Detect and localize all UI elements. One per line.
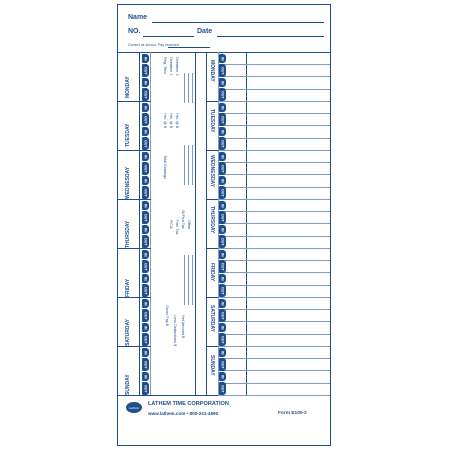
left-day-divider <box>139 52 140 395</box>
punch-out-badge: OUT <box>142 382 149 395</box>
punch-in-badge: IN <box>219 103 226 112</box>
reg-time-label: Reg. Time <box>163 57 167 75</box>
lathem-logo: Lathem <box>126 402 142 413</box>
entry-line[interactable] <box>218 113 330 114</box>
day-label-right-saturday: SATURDAY <box>209 305 215 332</box>
hrs-at-label-3: Hrs. @ $ <box>175 113 179 129</box>
punch-in-badge: IN <box>219 372 226 381</box>
entry-line[interactable] <box>218 285 330 286</box>
punch-out-badge: OUT <box>142 235 149 248</box>
name-field[interactable] <box>152 22 324 23</box>
punch-badges-right <box>219 52 226 395</box>
punch-in-badge: IN <box>142 348 149 357</box>
entry-line[interactable] <box>218 334 330 335</box>
punch-in-badge: IN <box>219 299 226 308</box>
correct-note: Correct as shown. Pay received <box>128 43 179 47</box>
punch-out-badge: OUT <box>219 382 226 395</box>
day-label-left-sunday: SUNDAY <box>125 374 131 395</box>
entry-line[interactable] <box>218 248 330 249</box>
entry-line[interactable] <box>218 211 330 212</box>
punch-in-badge: IN <box>142 299 149 308</box>
pay-value-line[interactable] <box>188 73 189 103</box>
pay-value-line[interactable] <box>188 255 189 305</box>
entry-line[interactable] <box>218 174 330 175</box>
entry-line[interactable] <box>218 383 330 384</box>
punch-out-badge: OUT <box>219 284 226 297</box>
total-earnings-label: Total Earnings <box>163 155 167 180</box>
right-day-divider <box>206 52 207 395</box>
net-amount-label: Net Amount $ <box>181 315 185 339</box>
punch-in-badge: IN <box>142 176 149 185</box>
punch-out-badge: OUT <box>219 309 226 322</box>
punch-out-badge: OUT <box>142 260 149 273</box>
punch-in-badge: IN <box>142 78 149 87</box>
punch-out-badge: OUT <box>142 309 149 322</box>
punch-out-badge: OUT <box>219 162 226 175</box>
entry-line[interactable] <box>218 101 330 102</box>
punch-in-badge: IN <box>219 127 226 136</box>
number-field[interactable] <box>143 36 194 37</box>
punch-out-badge: OUT <box>219 64 226 77</box>
day-label-left-monday: MONDAY <box>125 76 131 98</box>
day-label-left-saturday: SATURDAY <box>125 319 131 346</box>
less-deductions-label: Less Deductions $ <box>173 315 177 347</box>
punch-out-badge: OUT <box>142 137 149 150</box>
entry-line[interactable] <box>218 76 330 77</box>
punch-out-badge: OUT <box>142 113 149 126</box>
entry-line[interactable] <box>218 260 330 261</box>
entry-line[interactable] <box>218 199 330 200</box>
punch-out-badge: OUT <box>219 186 226 199</box>
entry-line[interactable] <box>218 395 330 396</box>
fica-label: FICA <box>169 220 173 229</box>
pay-value-line[interactable] <box>184 145 185 185</box>
pay-value-line[interactable] <box>192 73 193 103</box>
punch-out-badge: OUT <box>142 211 149 224</box>
pay-value-line[interactable] <box>184 255 185 305</box>
punch-out-badge: OUT <box>142 358 149 371</box>
form-number: Form E100-2 <box>278 411 307 416</box>
day-label-right-sunday: SUNDAY <box>209 355 215 376</box>
date-field[interactable] <box>217 36 324 37</box>
day-label-left-wednesday: WEDNESDAY <box>125 166 131 199</box>
punch-out-badge: OUT <box>142 88 149 101</box>
punch-out-badge: OUT <box>219 235 226 248</box>
entry-line[interactable] <box>218 150 330 151</box>
punch-out-badge: OUT <box>142 186 149 199</box>
punch-out-badge: OUT <box>219 113 226 126</box>
punch-in-badge: IN <box>219 78 226 87</box>
punch-out-badge: OUT <box>142 284 149 297</box>
fed-tax-label: Fed. Tax <box>175 220 179 235</box>
entry-line[interactable] <box>218 64 330 65</box>
punch-in-badge: IN <box>142 250 149 259</box>
punch-in-badge: IN <box>142 201 149 210</box>
company-contact: www.lathem.com • 800-241-4990 <box>148 411 219 416</box>
punch-in-badge: IN <box>219 201 226 210</box>
number-label: NO. <box>128 28 141 35</box>
entry-line[interactable] <box>218 370 330 371</box>
entry-line[interactable] <box>218 187 330 188</box>
pay-value-line[interactable] <box>184 73 185 103</box>
punch-in-badge: IN <box>219 250 226 259</box>
punch-out-badge: OUT <box>219 260 226 273</box>
entry-line[interactable] <box>218 162 330 163</box>
other-label: Other <box>187 220 191 230</box>
overtime-1-label: Overtime 1 <box>169 57 173 76</box>
day-label-right-tuesday: TUESDAY <box>209 109 215 133</box>
punch-out-badge: OUT <box>219 137 226 150</box>
name-label: Name <box>128 14 148 21</box>
entry-line[interactable] <box>218 321 330 322</box>
punch-in-badge: IN <box>142 103 149 112</box>
punch-out-badge: OUT <box>219 211 226 224</box>
time-card <box>117 4 331 446</box>
entry-line[interactable] <box>218 297 330 298</box>
punch-in-badge: IN <box>219 225 226 234</box>
pay-value-line[interactable] <box>192 255 193 305</box>
pay-value-line[interactable] <box>188 145 189 185</box>
punch-in-badge: IN <box>219 176 226 185</box>
hrs-at-label-2: Hrs. @ $ <box>169 113 173 129</box>
punch-in-badge: IN <box>142 323 149 332</box>
date-label: Date <box>197 28 213 35</box>
punch-out-badge: OUT <box>142 333 149 346</box>
day-label-left-tuesday: TUESDAY <box>125 123 131 147</box>
punch-in-badge: IN <box>219 274 226 283</box>
entry-line[interactable] <box>218 236 330 237</box>
hrs-at-label-1: Hrs. @ $ <box>163 113 167 129</box>
day-label-right-monday: MONDAY <box>209 60 215 82</box>
signature-line[interactable] <box>168 47 210 48</box>
punch-in-badge: IN <box>219 54 226 63</box>
punch-in-badge: IN <box>142 274 149 283</box>
overtime-2-label: Overtime 2 <box>175 57 179 76</box>
punch-badges-left <box>142 52 149 395</box>
entry-line[interactable] <box>218 358 330 359</box>
punch-in-badge: IN <box>142 54 149 63</box>
punch-in-badge: IN <box>142 225 149 234</box>
day-label-left-friday: FRIDAY <box>125 278 131 297</box>
day-label-left-thursday: THURSDAY <box>125 220 131 248</box>
entry-line[interactable] <box>218 138 330 139</box>
pay-divider-left <box>195 52 196 395</box>
day-label-right-wednesday: WEDNESDAY <box>209 155 215 188</box>
punch-in-badge: IN <box>219 348 226 357</box>
punch-out-badge: OUT <box>219 358 226 371</box>
punch-in-badge: IN <box>219 323 226 332</box>
gross-pay-label: Gross Pay $ <box>165 305 169 326</box>
punch-out-badge: OUT <box>142 162 149 175</box>
entry-line[interactable] <box>218 89 330 90</box>
entry-line[interactable] <box>218 272 330 273</box>
entry-line[interactable] <box>218 125 330 126</box>
punch-out-badge: OUT <box>219 333 226 346</box>
punch-in-badge: IN <box>142 372 149 381</box>
punch-in-badge: IN <box>219 152 226 161</box>
company-name: LATHEM TIME CORPORATION <box>148 401 229 407</box>
entry-line[interactable] <box>218 346 330 347</box>
punch-out-badge: OUT <box>142 64 149 77</box>
day-label-right-thursday: THURSDAY <box>209 206 215 234</box>
punch-in-badge: IN <box>142 127 149 136</box>
left-punch-divider <box>150 52 151 395</box>
st-fica-tax-label: St/Fica Tax <box>181 210 185 229</box>
pay-value-line[interactable] <box>192 145 193 185</box>
entry-line[interactable] <box>218 223 330 224</box>
punch-in-badge: IN <box>142 152 149 161</box>
punch-out-badge: OUT <box>219 88 226 101</box>
entry-line[interactable] <box>218 309 330 310</box>
day-label-right-friday: FRIDAY <box>209 263 215 282</box>
